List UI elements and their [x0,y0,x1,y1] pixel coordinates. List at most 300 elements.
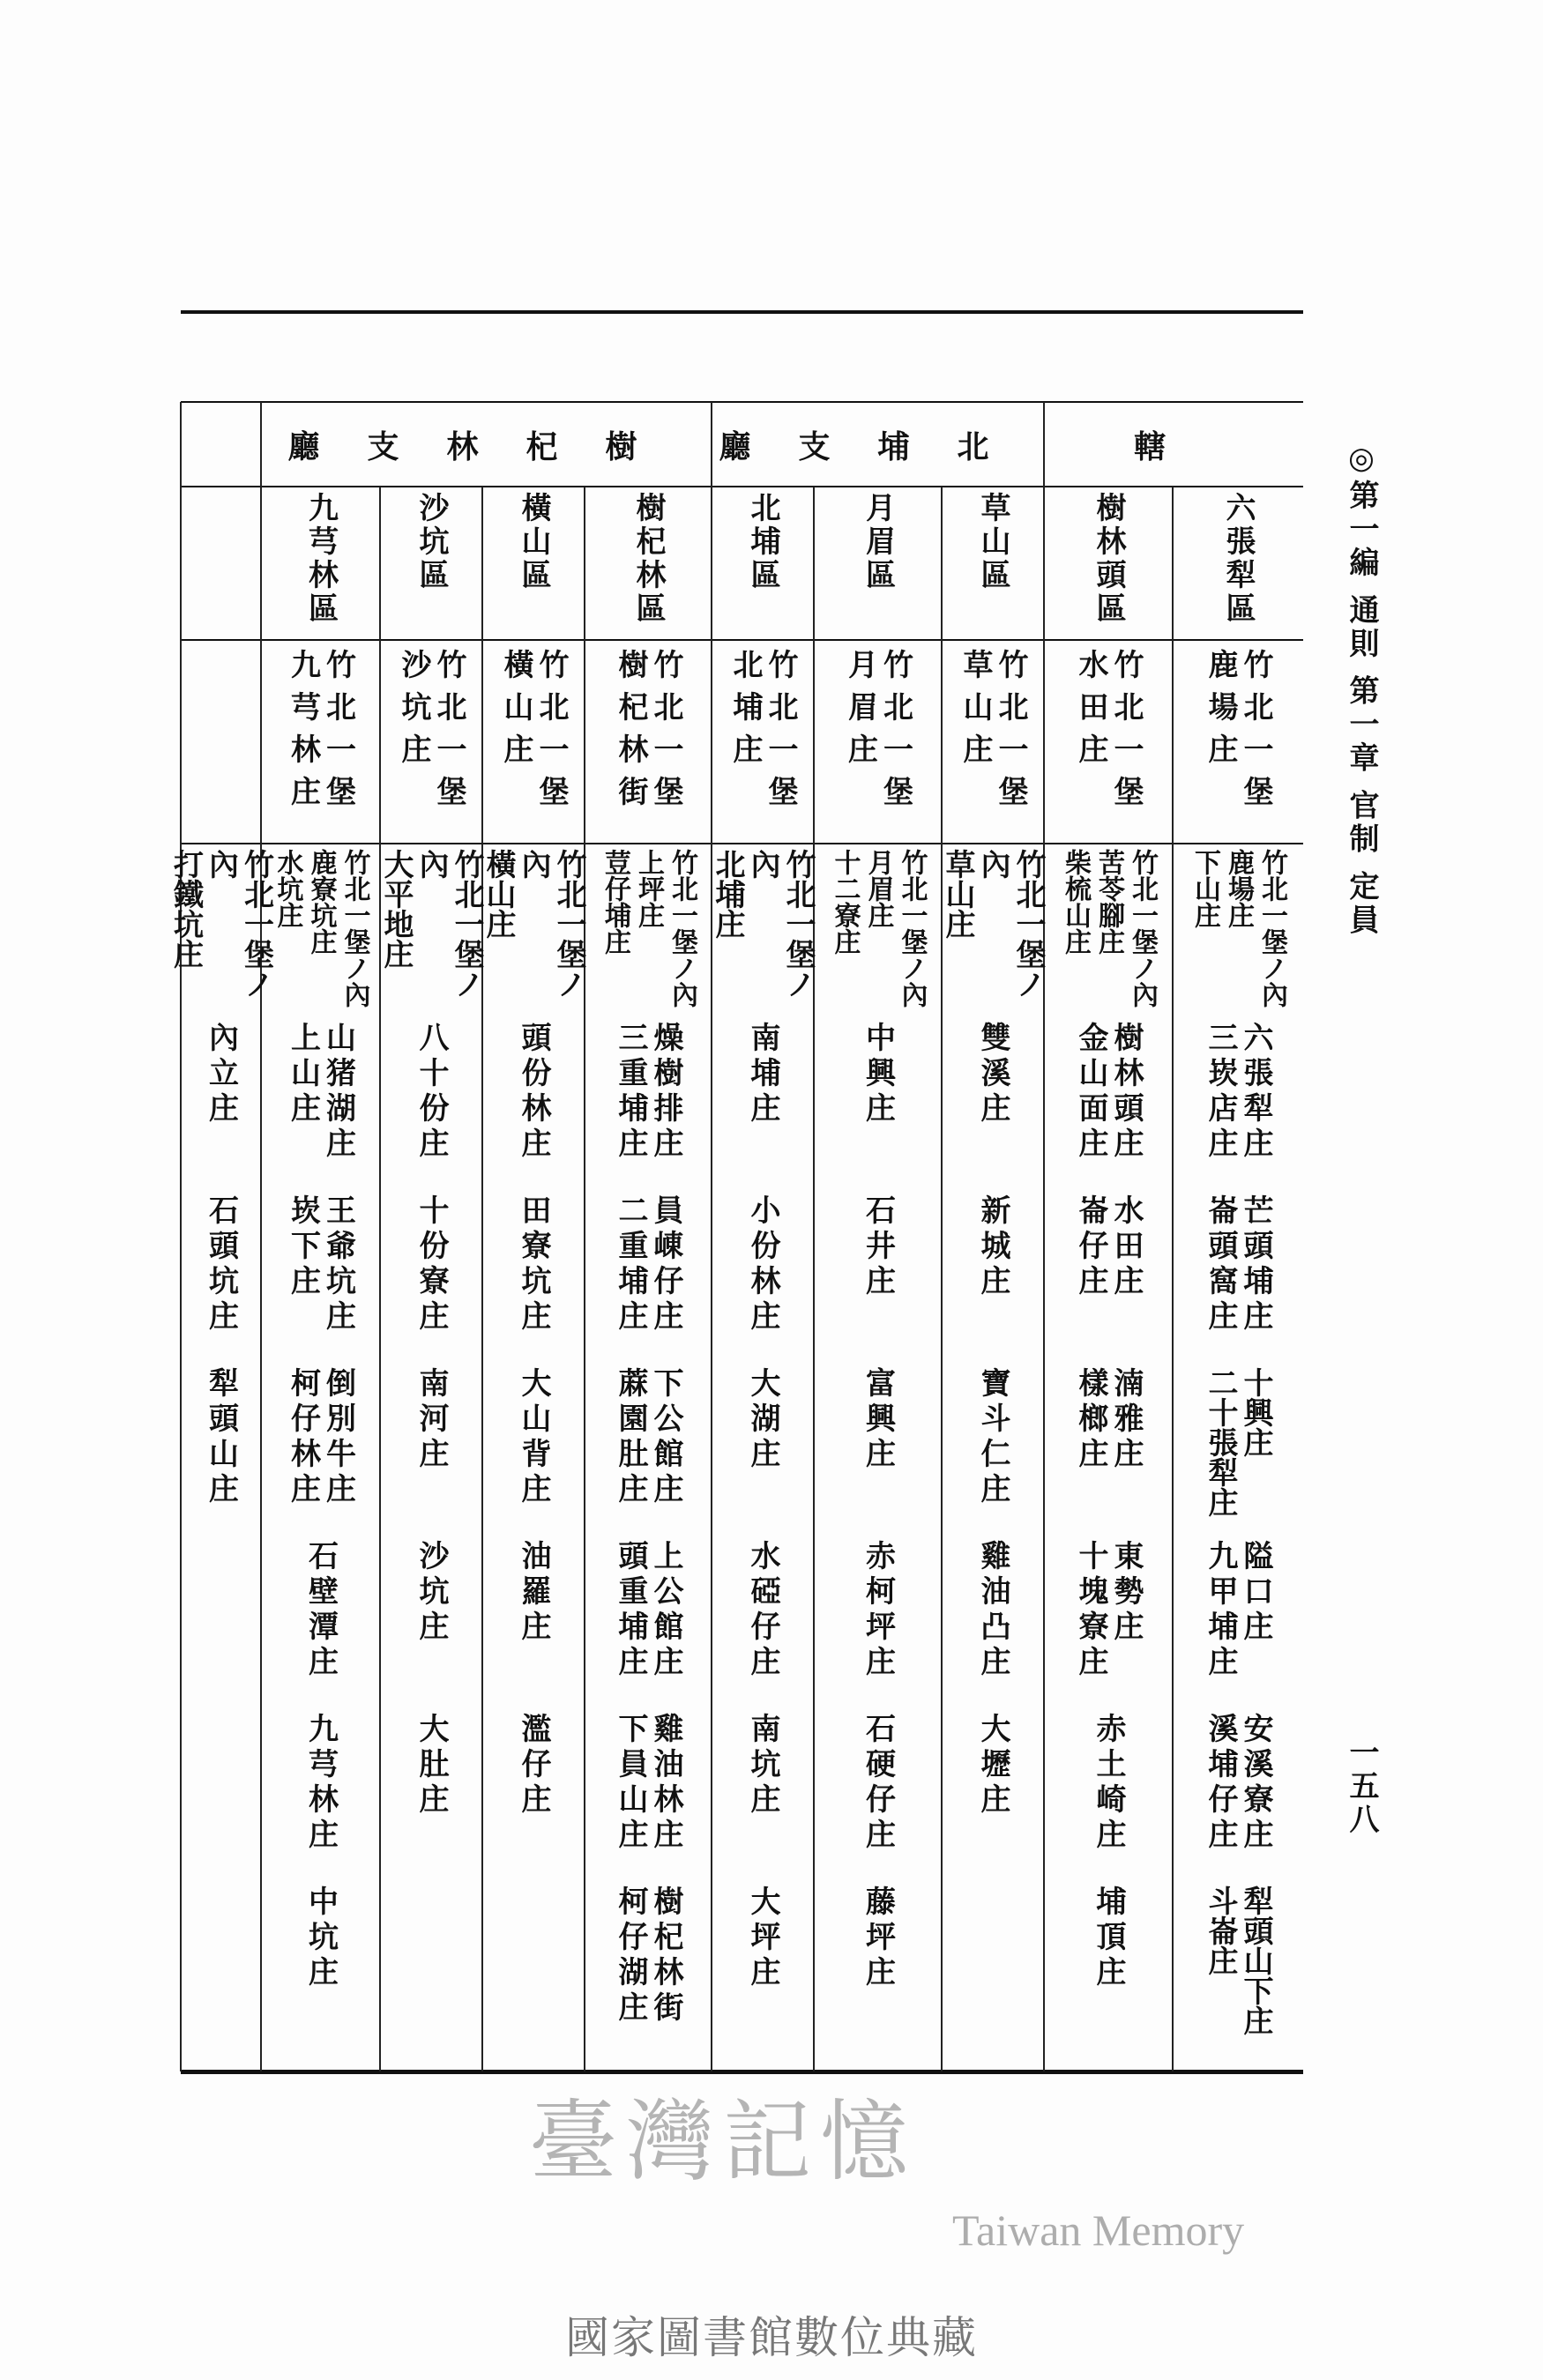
district-name-cell [1044,487,1173,640]
village-name: 竹北一堡ノ內 [1127,849,1158,1008]
village-name: 田寮坑庄 [516,1194,551,1335]
village-group [261,1016,380,1189]
village-name: 十二寮庄 [829,849,861,955]
village-group [181,1362,261,1535]
village-name: 赤土崎庄 [1091,1713,1126,1854]
village-group [712,1362,814,1535]
village-group-text [1073,1362,1144,1535]
district-column [712,487,814,2071]
office-location [286,640,356,844]
village-group [261,1880,380,2053]
village-group-text [1058,844,1159,1016]
village-group-text [975,1362,1010,1535]
village-group-text [414,1535,449,1707]
village-name: 下公館庄 [648,1367,683,1508]
district-name-cell [181,487,261,640]
village-group-text [1073,1189,1144,1362]
village-group [1173,1362,1303,1535]
office-location [727,640,798,844]
village-name: 員崠仔庄 [648,1194,683,1335]
village-name: 金山面庄 [1073,1022,1108,1163]
village-group [712,844,814,1016]
village-name: 安溪寮庄 [1238,1713,1273,1854]
village-group-text [598,844,698,1016]
village-group [585,1535,712,1707]
village-group [261,844,380,1016]
district-name: 月眉區 [860,492,896,592]
village-group [712,1880,814,2053]
village-name: 竹北一堡ノ內 [975,849,1046,999]
village-group [1173,1880,1303,2053]
village-group-text [481,844,586,1016]
district-column [380,487,482,2071]
village-group-text [613,1016,683,1189]
village-name: 石井庄 [860,1194,896,1300]
village-name: 六張犁庄 [1238,1022,1273,1163]
village-group [585,1707,712,1880]
district-name-cell [261,487,380,640]
village-group-text [414,1707,449,1880]
office-location-cell [261,640,380,844]
village-group [814,1707,942,1880]
village-name: 寶斗仁庄 [975,1367,1010,1508]
village-group-text [745,1880,780,2053]
village-name: 崙頭窩庄 [1203,1194,1238,1335]
district-column [168,487,274,2071]
village-name: 頭重埔庄 [613,1540,648,1681]
village-group-text [975,1707,1010,1880]
office-location-line: 樹杞林街 [613,649,648,818]
office-location-cell [380,640,482,844]
village-name: 九甲埔庄 [1203,1540,1238,1681]
office-location-line: 竹北一堡 [320,649,356,818]
village-group [261,1535,380,1707]
district-column [585,487,712,2071]
village-name: 竹北一堡ノ內 [1256,849,1287,1008]
office-location-cell [942,640,1044,844]
office-location [958,640,1028,844]
office-location-cell [482,640,585,844]
village-group [380,1016,482,1189]
village-name: 斗崙庄 [1203,1885,1238,1975]
village-group [380,1707,482,1880]
village-group-text [303,1535,339,1707]
village-group [181,1016,261,1189]
village-group [1044,1016,1173,1189]
village-group [1044,1707,1173,1880]
village-name: 芒頭埔庄 [1238,1194,1273,1335]
village-group [585,1880,712,2053]
village-group [712,1707,814,1880]
office-location-cell [712,640,814,844]
village-name: 竹北一堡ノ內 [339,849,370,1008]
district-column [1173,487,1303,2071]
office-location-line: 月眉庄 [842,649,878,776]
village-group-text [286,1016,356,1189]
district-column [1044,487,1173,2071]
village-name: 溪埔仔庄 [1203,1713,1238,1854]
village-group [942,1016,1044,1189]
village-name: 雞油凸庄 [975,1540,1010,1681]
village-group-text [710,844,816,1016]
village-name: 十塊寮庄 [1073,1540,1108,1681]
village-group-text [271,844,371,1016]
village-name: 月眉庄 [862,849,894,928]
village-group-text [516,1362,551,1535]
office-location [396,640,466,844]
village-name: 竹北一堡ノ內 [414,849,484,999]
district-name: 六張犁區 [1220,492,1256,626]
office-location-line: 水田庄 [1073,649,1108,776]
village-name: 赤柯坪庄 [860,1540,896,1681]
village-name: 隘口庄 [1238,1540,1273,1646]
village-group [585,1016,712,1189]
village-group-text [861,1707,896,1880]
village-group-text [1203,1707,1273,1880]
village-name: 上坪庄 [633,849,664,928]
village-group [942,1362,1044,1535]
village-name: 雙溪庄 [975,1022,1010,1127]
village-group-text [1203,1016,1273,1189]
district-column [482,487,585,2071]
village-group [1044,1535,1173,1707]
footer-credit: 國家圖書館數位典藏 [565,2312,978,2363]
district-name: 橫山區 [516,492,551,592]
village-name: 南坑庄 [745,1713,780,1818]
village-group-text [1073,1016,1144,1189]
village-group [712,1016,814,1189]
district-name: 樹林頭區 [1091,492,1126,626]
village-name: 十份寮庄 [414,1194,449,1335]
village-name: 富興庄 [860,1367,896,1473]
village-group [261,1362,380,1535]
village-name: 三崁店庄 [1203,1022,1238,1163]
village-group [1173,1535,1303,1707]
village-name: 三重埔庄 [613,1022,648,1163]
office-location-line: 竹北一堡 [877,649,913,818]
district-name-cell [814,487,942,640]
village-group-text [940,844,1046,1016]
watermark-text: Taiwan Memory [952,2205,1245,2255]
village-name: 山猪湖庄 [320,1022,356,1163]
village-group-text [1203,1535,1273,1707]
village-group-text [861,1535,896,1707]
chapter-heading: ◎第一編 通則 第一章 官制 定員 [1344,441,1379,938]
district-name: 沙坑區 [414,492,449,592]
office-location-line: 竹北一堡 [1238,649,1273,818]
village-name: 樹林頭庄 [1108,1022,1144,1163]
district-name-cell [482,487,585,640]
village-group [712,1535,814,1707]
village-name: 苦苓腳庄 [1093,849,1124,955]
office-location-line: 竹北一堡 [1108,649,1144,818]
village-name: 南河庄 [414,1367,449,1473]
district-name-cell [942,487,1044,640]
office-location-line: 草山庄 [958,649,993,776]
village-list [380,844,482,2071]
village-group [942,1707,1044,1880]
village-name: 石壁潭庄 [302,1540,339,1681]
village-name: 倒別牛庄 [320,1367,356,1508]
village-name: 鹿場庄 [1223,849,1254,928]
village-group-text [1203,1362,1273,1535]
office-location-line: 竹北一堡 [763,649,798,818]
district-column [942,487,1044,2071]
village-group [585,1362,712,1535]
village-name: 鹿寮坑庄 [305,849,337,955]
village-name: 九芎林庄 [302,1713,339,1854]
village-name: 十興庄 [1238,1367,1273,1457]
village-group-text [745,1707,780,1880]
office-location-cell [181,640,261,844]
office-location-line: 鹿場庄 [1203,649,1238,776]
village-group [1044,1880,1173,2053]
village-group-text [168,844,274,1016]
village-name: 南埔庄 [745,1022,780,1127]
village-name: 藤坪庄 [860,1885,896,1991]
village-list [814,844,942,2071]
village-name: 濫仔庄 [516,1713,551,1818]
village-list [168,844,274,2071]
village-group-text [378,844,484,1016]
village-group [1173,1707,1303,1880]
header-beipu-branch: 北埔支廳 [719,428,1037,465]
district-name: 北埔區 [745,492,780,592]
village-name: 沙坑庄 [414,1540,449,1646]
village-group [482,1189,585,1362]
village-name: 下員山庄 [613,1713,648,1854]
office-location-line: 竹北一堡 [431,649,466,818]
village-name: 中興庄 [860,1022,896,1127]
village-name: 大山背庄 [516,1367,551,1508]
office-location [1203,640,1273,844]
village-group [1173,844,1303,1016]
village-group-text [303,1880,339,2053]
office-location-cell [585,640,712,844]
village-name: 竹北一堡ノ內 [745,849,816,999]
village-name: 大湖庄 [745,1367,780,1473]
village-name: 內立庄 [203,1022,239,1127]
village-group-text [745,1535,780,1707]
village-group-text [1091,1707,1126,1880]
village-group-text [1203,1880,1273,2053]
district-column [261,487,380,2071]
office-location-line: 沙坑庄 [396,649,431,776]
village-group [482,1016,585,1189]
village-group-text [414,1016,449,1189]
district-name: 九芎林區 [302,492,339,626]
village-name: 犁頭山庄 [203,1367,239,1508]
village-name: 大肚庄 [414,1713,449,1818]
village-name: 東勢庄 [1108,1540,1144,1646]
watermark-logo: 臺灣記憶 [529,2090,917,2193]
village-group-text [613,1880,683,2053]
village-group [380,1362,482,1535]
village-group [380,844,482,1016]
village-group [482,1362,585,1535]
office-location-cell [1044,640,1173,844]
office-location [843,640,913,844]
village-name: 打鐵坑庄 [168,849,204,969]
village-group-text [204,1016,239,1189]
village-name: 水䃁仔庄 [745,1540,780,1681]
village-name: 柯仔湖庄 [613,1885,648,2027]
village-name: 柴梳山庄 [1060,849,1091,955]
village-group-text [1188,844,1288,1016]
district-name-cell [380,487,482,640]
village-list [585,844,712,2071]
village-name: 北埔庄 [710,849,745,939]
village-group-text [975,1535,1010,1707]
village-group [1173,1189,1303,1362]
village-group [585,1189,712,1362]
village-group-text [303,1707,339,1880]
district-name-cell [1173,487,1303,640]
village-name: 草山庄 [940,849,975,939]
office-location [498,640,569,844]
village-name: 石頭坑庄 [203,1194,239,1335]
village-name: 犁頭山下庄 [1238,1885,1273,2035]
village-group-text [414,1189,449,1362]
village-list [482,844,585,2071]
village-group-text [286,1362,356,1535]
village-name: 頭份林庄 [516,1022,551,1163]
village-group-text [861,1189,896,1362]
village-group-text [745,1016,780,1189]
village-group [1173,1016,1303,1189]
village-name: 大坪庄 [745,1885,780,1991]
village-name: 新城庄 [975,1194,1010,1300]
office-location-line: 北埔庄 [727,649,763,776]
village-group [1044,1362,1173,1535]
village-group [482,1707,585,1880]
village-group [814,1880,942,2053]
village-group [168,844,274,1016]
village-name: 雞油林庄 [648,1713,683,1854]
village-group [482,844,585,1016]
village-group-text [1073,1535,1144,1707]
village-name: 上公館庄 [648,1540,683,1681]
village-group-text [204,1362,239,1535]
village-group-text [828,844,928,1016]
office-location-line: 竹北一堡 [533,649,569,818]
office-location-line: 竹北一堡 [648,649,683,818]
village-name: 大壢庄 [975,1713,1010,1818]
village-name: 石硬仔庄 [860,1713,896,1854]
village-group [261,1707,380,1880]
village-group-text [613,1189,683,1362]
village-group-text [745,1189,780,1362]
village-group [814,844,942,1016]
village-group [380,1189,482,1362]
village-list [1044,844,1173,2071]
village-name: 二十張犁庄 [1203,1367,1238,1517]
village-name: 柯仔林庄 [285,1367,321,1508]
village-group-text [613,1707,683,1880]
village-list [1173,844,1303,2071]
village-name: 油羅庄 [516,1540,551,1646]
village-name: 燥樹排庄 [648,1022,683,1163]
office-location-cell [814,640,942,844]
village-name: 竹北一堡ノ內 [896,849,928,1008]
village-group-text [1091,1880,1126,2053]
village-name: 八十份庄 [414,1022,449,1163]
village-group-text [516,1016,551,1189]
district-name: 樹杞林區 [630,492,666,626]
header-jurisdiction: 轄 [1134,428,1214,465]
village-name: 王爺坑庄 [320,1194,356,1335]
village-name: 崁下庄 [285,1194,321,1300]
office-location-line: 竹北一堡 [993,649,1028,818]
village-name: 二重埔庄 [613,1194,648,1335]
village-name: 橫山庄 [481,849,516,939]
village-name: 竹北一堡ノ內 [203,849,274,999]
village-group [380,1535,482,1707]
village-group [712,1189,814,1362]
village-group-text [861,1016,896,1189]
village-group [942,1189,1044,1362]
village-group-text [613,1535,683,1707]
office-location-line: 九芎林庄 [285,649,321,818]
village-name: 竹北一堡ノ內 [516,849,586,999]
village-group-text [1203,1189,1273,1362]
village-group-text [516,1707,551,1880]
village-group [585,844,712,1016]
village-name: 荳仔埔庄 [600,849,630,955]
village-group [814,1362,942,1535]
village-group-text [516,1189,551,1362]
village-list [712,844,814,2071]
header-shuqilin-branch: 樹杞林支廳 [287,428,685,465]
village-group [814,1016,942,1189]
village-group-text [975,1016,1010,1189]
village-list [942,844,1044,2071]
village-name: 大平地庄 [378,849,414,969]
village-group-text [745,1362,780,1535]
village-name: 竹北一堡ノ內 [667,849,697,1008]
village-group-text [286,1189,356,1362]
village-name: 蔴園肚庄 [613,1367,648,1508]
page-number: 一五八 [1344,1737,1379,1837]
district-name-cell [712,487,814,640]
village-group-text [414,1362,449,1535]
village-group-text [861,1362,896,1535]
village-name: 樹杞林街 [648,1885,683,2027]
village-name: 水坑庄 [272,849,303,928]
village-group-text [861,1880,896,2053]
village-group-text [975,1189,1010,1362]
office-location-line: 橫山庄 [498,649,533,776]
village-name: 崙仔庄 [1073,1194,1108,1300]
village-group [1044,844,1173,1016]
village-group-text [204,1189,239,1362]
village-name: 下山庄 [1189,849,1220,928]
village-name: 樣榔庄 [1073,1367,1108,1473]
village-group [181,1189,261,1362]
village-group [814,1535,942,1707]
village-name: 中坑庄 [302,1885,339,1991]
village-group [261,1189,380,1362]
village-group [814,1189,942,1362]
top-rule [181,310,1303,314]
office-location [613,640,683,844]
village-name: 上山庄 [285,1022,321,1127]
village-group [482,1535,585,1707]
village-group-text [613,1362,683,1535]
village-group [942,1535,1044,1707]
district-name-cell [585,487,712,640]
village-group [942,844,1044,1016]
